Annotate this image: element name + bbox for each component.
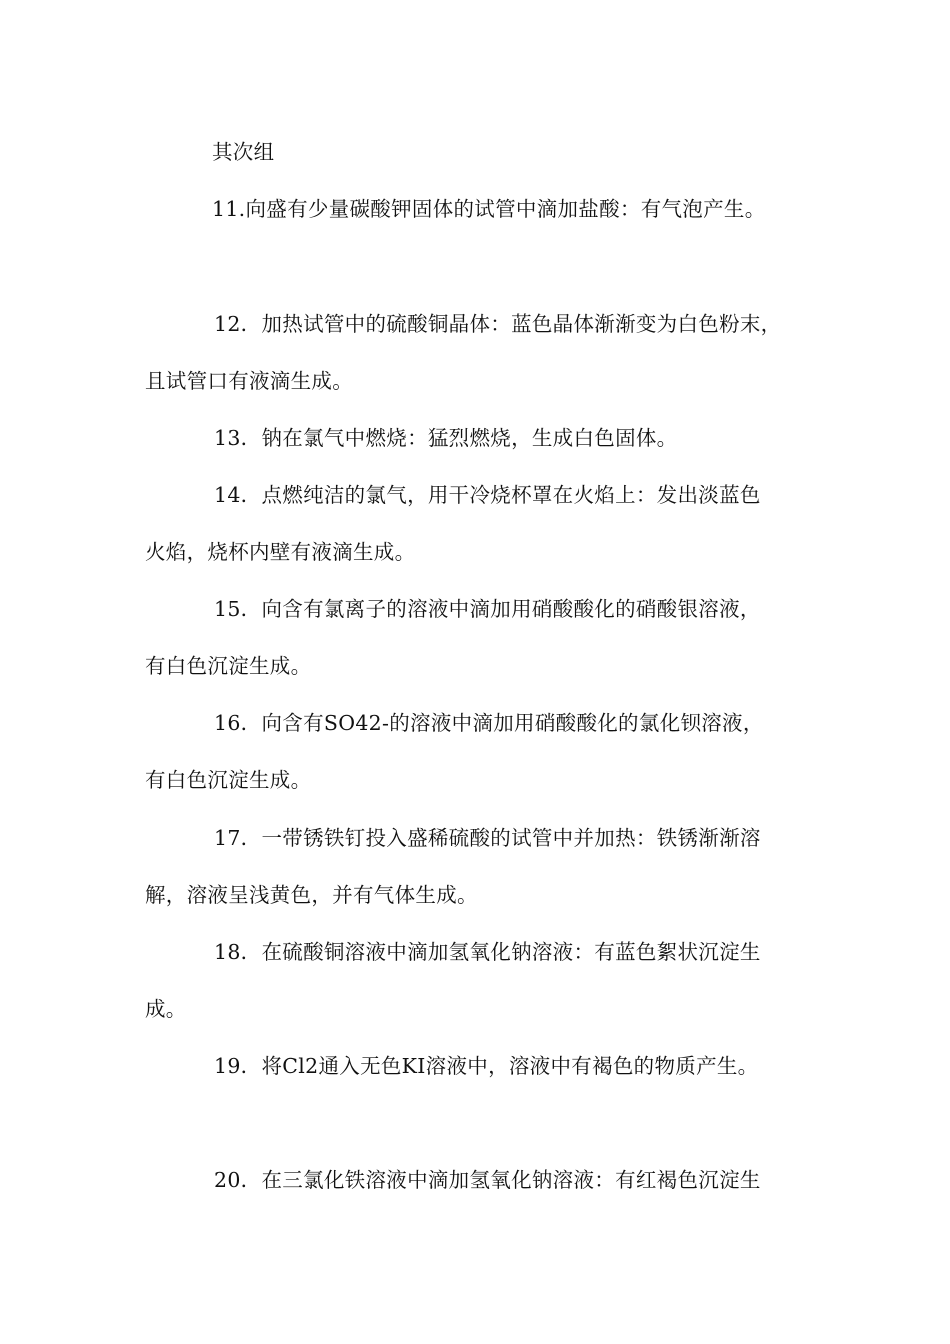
item-12-line-1: 12．加热试管中的硫酸铜晶体：蓝色晶体渐渐变为白色粉末，	[214, 312, 782, 336]
item-12-line-2: 且试管口有液滴生成。	[145, 369, 353, 393]
item-15-line-1: 15．向含有氯离子的溶液中滴加用硝酸酸化的硝酸银溶液，	[214, 597, 761, 621]
item-15-line-2: 有白色沉淀生成。	[145, 654, 312, 678]
item-11-line-1: 11.向盛有少量碳酸钾固体的试管中滴加盐酸：有气泡产生。	[212, 197, 766, 221]
section-heading: 其次组	[212, 140, 275, 164]
item-13-line-1: 13．钠在氯气中燃烧：猛烈燃烧，生成白色固体。	[214, 426, 678, 450]
item-14-line-2: 火焰，烧杯内壁有液滴生成。	[145, 540, 416, 564]
item-14-line-1: 14．点燃纯洁的氯气，用干冷烧杯罩在火焰上：发出淡蓝色	[214, 483, 761, 507]
item-18-line-2: 成。	[145, 997, 187, 1021]
item-17-line-2: 解，溶液呈浅黄色，并有气体生成。	[145, 883, 478, 907]
item-20-line-1: 20．在三氯化铁溶液中滴加氢氧化钠溶液：有红褐色沉淀生	[214, 1168, 761, 1192]
item-17-line-1: 17．一带锈铁钉投入盛稀硫酸的试管中并加热：铁锈渐渐溶	[214, 826, 761, 850]
item-16-line-1: 16．向含有SO42-的溶液中滴加用硝酸酸化的氯化钡溶液，	[214, 711, 764, 735]
item-19-line-1: 19．将Cl2通入无色KI溶液中，溶液中有褐色的物质产生。	[214, 1054, 759, 1078]
item-16-line-2: 有白色沉淀生成。	[145, 768, 312, 792]
item-18-line-1: 18．在硫酸铜溶液中滴加氢氧化钠溶液：有蓝色絮状沉淀生	[214, 940, 761, 964]
